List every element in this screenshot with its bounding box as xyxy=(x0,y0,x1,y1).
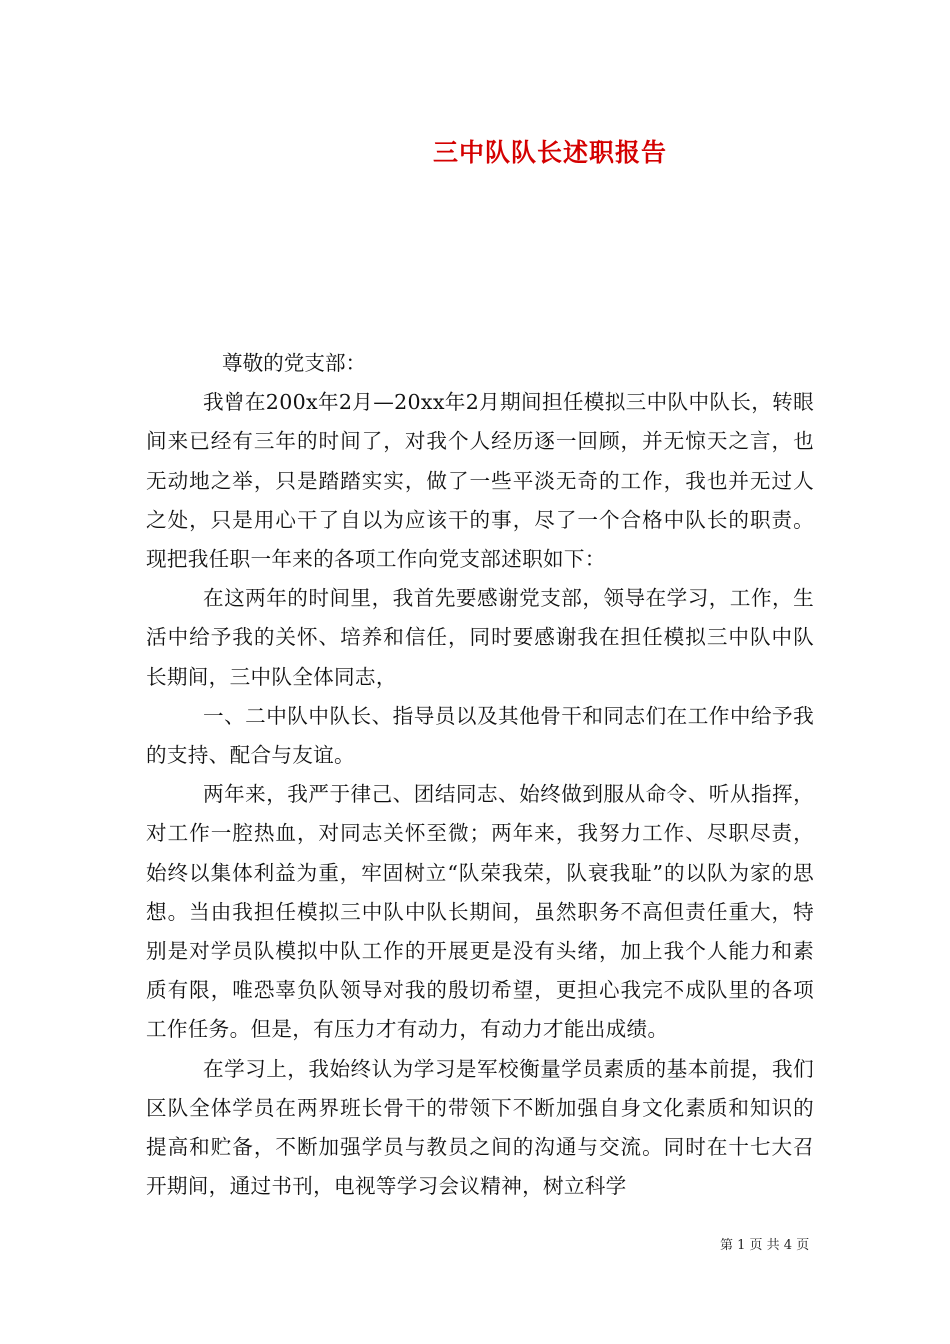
paragraph-intro: 我曾在200x年2月—20xx年2月期间担任模拟三中队中队长，转眼间来已经有三年的时间了，对我个人经历逐一回顾，并无惊天之言，也无动地之举，只是踏踏实实，做了一些平淡无奇的工作，我也并无过人之处，只是用心干了自以为应该干的事，尽了一个合格中队长的职责。现把我任职一年来的各项工作向党支部述职如下： xyxy=(146,390,814,572)
page-number-footer: 第 1 页 共 4 页 xyxy=(720,1238,810,1253)
paragraph-two-years: 两年来，我严于律己、团结同志、始终做到服从命令、听从指挥，对工作一腔热血，对同志关怀至微；两年来，我努力工作、尽职尽责，始终以集体利益为重，牢固树立“队荣我荣，队衰我耻”的以队为家的思想。当由我担任模拟三中队中队长期间，虽然职务不高但责任重大，特别是对学员队模拟中队工作的开展更是没有头绪，加上我个人能力和素质有限，唯恐辜负队领导对我的殷切希望，更担心我完不成队里的各项工作任务。但是，有压力才有动力，有动力才能出成绩。 xyxy=(146,782,814,1042)
paragraph-thanks: 在这两年的时间里，我首先要感谢党支部，领导在学习，工作，生活中给予我的关怀、培养和信任，同时要感谢我在担任模拟三中队中队长期间，三中队全体同志， xyxy=(146,586,814,689)
document-body xyxy=(146,344,814,1206)
salutation: 尊敬的党支部： xyxy=(222,351,367,375)
paragraph-study: 在学习上，我始终认为学习是军校衡量学员素质的基本前提，我们区队全体学员在两界班长骨干的带领下不断加强自身文化素质和知识的提高和贮备，不断加强学员与教员之间的沟通与交流。同时在十七大召开期间，通过书刊，电视等学习会议精神，树立科学 xyxy=(146,1056,814,1199)
document-title: 三中队队长述职报告 xyxy=(432,138,667,167)
paragraph-support: 一、二中队中队长、指导员以及其他骨干和同志们在工作中给予我的支持、配合与友谊。 xyxy=(146,703,814,768)
